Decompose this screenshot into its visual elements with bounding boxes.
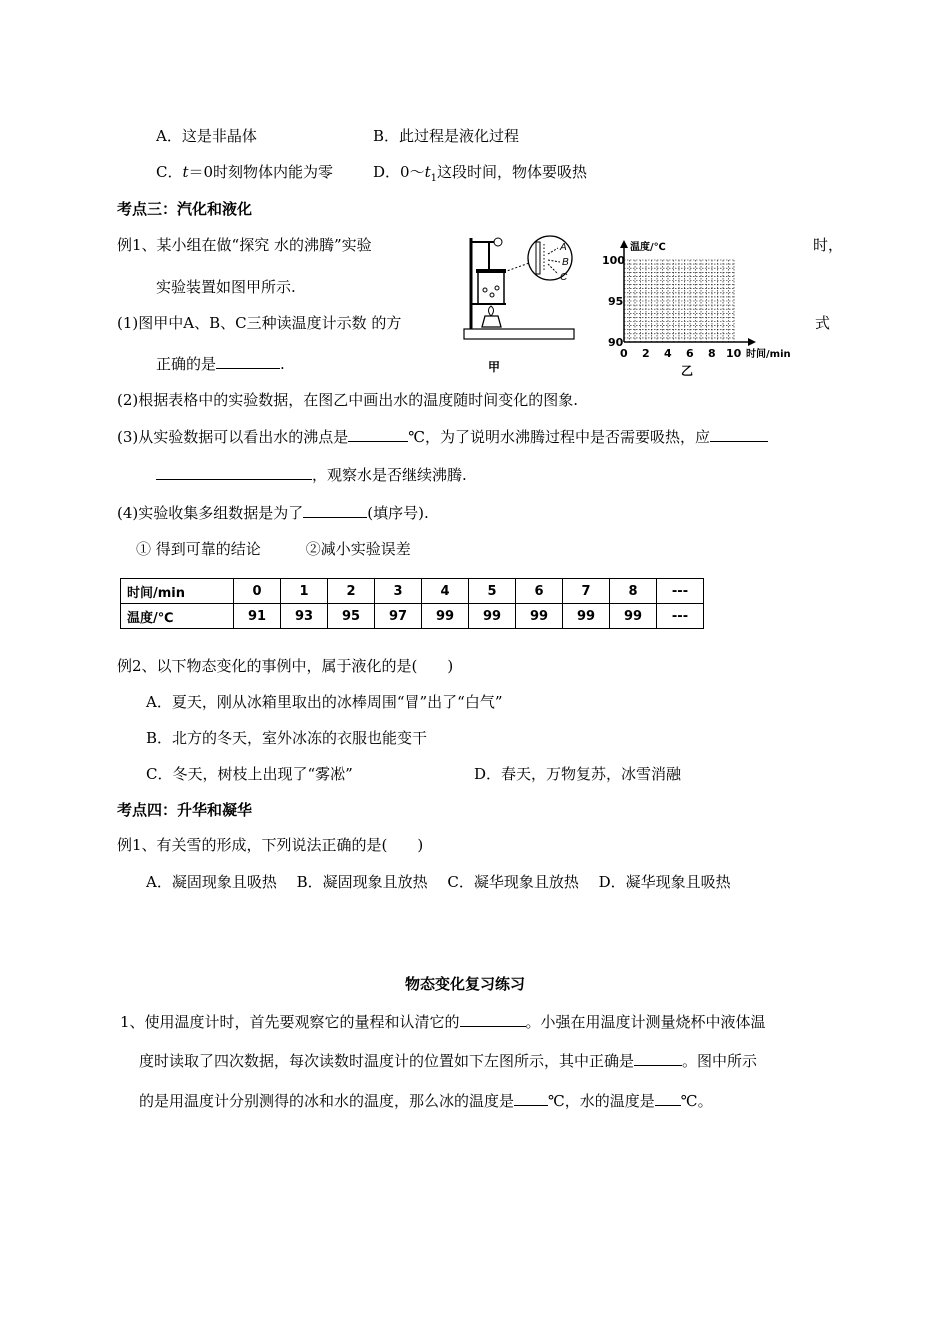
table-cell: 95 [328,604,375,629]
table-cell: --- [657,579,704,604]
table-cell: 99 [516,604,563,629]
table-cell: 99 [422,604,469,629]
table-cell: 5 [469,579,516,604]
q3-line1: (3)从实验数据可以看出水的沸点是 ℃，为了说明水沸腾过程中是否需要吸热，应 [117,427,768,447]
x-axis-label: 时间/min [746,349,791,360]
option-a: A．这是非晶体 [156,127,257,145]
label-b: B [562,257,569,268]
table-header-time: 时间/min [121,579,234,604]
table-cell: 0 [234,579,281,604]
section4-heading: 考点四：升华和凝华 [117,801,253,819]
ex2-option-a: A．夏天，刚从冰箱里取出的冰棒周围“冒”出了“白气” [146,693,503,711]
practice-title: 物态变化复习练习 [405,975,526,993]
table-cell: 2 [328,579,375,604]
table-cell: 93 [281,604,328,629]
q3-line2: ，观察水是否继续沸腾. [156,465,467,485]
x-tick-6: 6 [686,347,694,360]
figure-caption-right: 乙 [681,364,694,378]
figure-caption-left: 甲 [488,360,501,374]
section4-ex1: 例1、有关雪的形成，下列说法正确的是( ) [117,836,424,854]
ex2: 例2、以下物态变化的事例中，属于液化的是( ) [117,657,454,675]
option-c: C．t＝0时刻物体内能为零 [156,163,334,181]
table-cell: 97 [375,604,422,629]
ex1-line1: 例1、某小组在做“探究 水的沸腾”实验 [117,236,372,254]
table-cell: 8 [610,579,657,604]
x-tick-0: 0 [620,347,628,360]
section4-options: A．凝固现象且吸热 B．凝固现象且放热 C．凝华现象且放热 D．凝华现象且吸热 [146,873,731,891]
option-b: B．此过程是液化过程 [373,127,520,145]
label-c: C [560,272,568,283]
x-tick-2: 2 [642,347,650,360]
table-cell: 99 [563,604,610,629]
apparatus-figure [440,228,590,356]
section3-heading: 考点三：汽化和液化 [117,200,253,218]
table-cell: 7 [563,579,610,604]
table-cell: 4 [422,579,469,604]
q1-line2: 正确的是 . [156,355,285,373]
ex1-line1-end: 时， [813,236,844,254]
ex2-option-d: D．春天，万物复苏，冰雪消融 [474,765,682,783]
x-tick-8: 8 [708,347,716,360]
q4: (4)实验收集多组数据是为了 (填序号). [117,504,429,522]
y-tick-100: 100 [602,254,625,267]
practice-q1-line1: 1、使用温度计时，首先要观察它的量程和认清它的 。小强在用温度计测量烧杯中液体温 [120,1013,766,1031]
table-cell: 91 [234,604,281,629]
table-header-temp: 温度/℃ [121,604,234,629]
x-tick-4: 4 [664,347,672,360]
grid-figure [598,234,803,362]
option-d: D．$0\sim t_1$这段时间，物体要吸热 [373,163,587,184]
y-tick-95: 95 [608,295,624,308]
ex2-option-b: B．北方的冬天，室外冰冻的衣服也能变干 [146,729,428,747]
table-row-time [121,579,704,604]
x-tick-10: 10 [726,347,742,360]
table-cell: --- [657,604,704,629]
table-cell: 6 [516,579,563,604]
table-row-temp [121,604,704,629]
q4-options: ① 得到可靠的结论 ②减小实验误差 [136,540,411,558]
data-table [120,578,704,629]
table-cell: 3 [375,579,422,604]
q1-line1: (1)图甲中A、B、C三种读温度计示数 的方 [117,314,402,332]
y-tick-90: 90 [608,336,624,349]
practice-q1-line2: 度时读取了四次数据，每次读数时温度计的位置如下左图所示，其中正确是 。图中所示 [139,1052,758,1070]
ex1-line2: 实验装置如图甲所示. [156,278,296,296]
q2: (2)根据表格中的实验数据，在图乙中画出水的温度随时间变化的图象. [117,391,579,409]
label-a: A [560,242,567,253]
table-cell: 99 [610,604,657,629]
table-cell: 1 [281,579,328,604]
practice-q1-line3: 的是用温度计分别测得的冰和水的温度，那么冰的温度是 ℃，水的温度是 ℃。 [139,1092,713,1110]
y-axis-label: 温度/℃ [630,242,666,253]
ex2-option-c: C．冬天，树枝上出现了“雾凇” [146,765,353,783]
table-cell: 99 [469,604,516,629]
q1-line1-end: 式 [815,314,831,332]
